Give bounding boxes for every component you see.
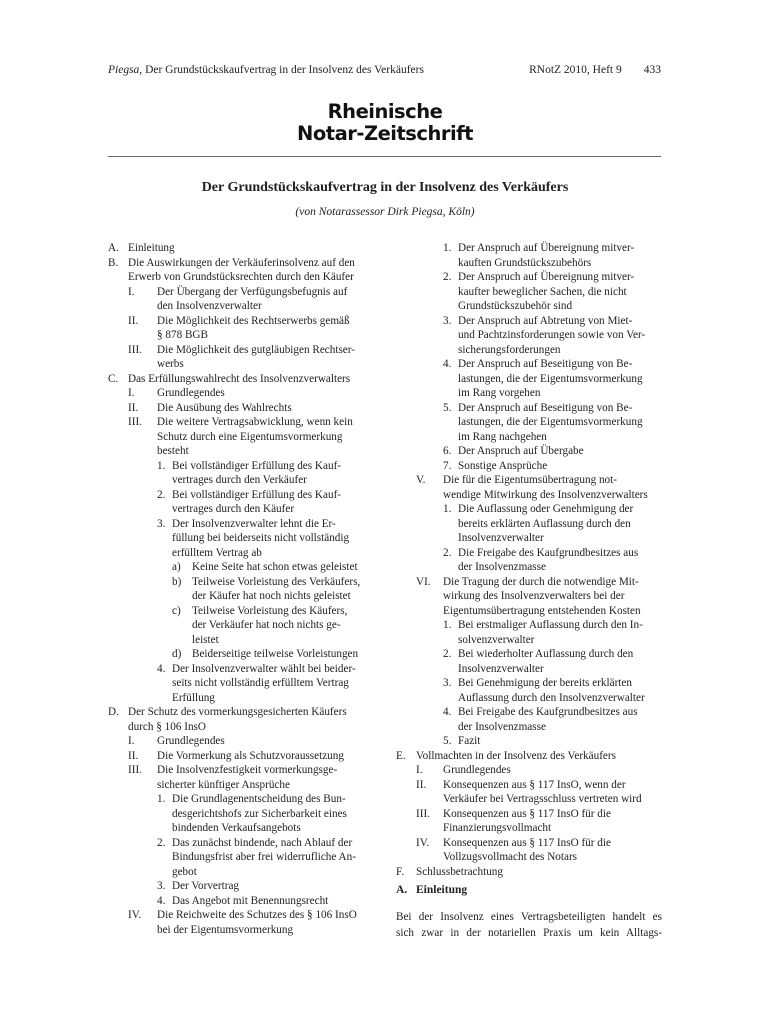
toc-entry [396, 575, 662, 619]
toc-entry-text: Konsequenzen aus § 117 InsO für die Vollzugsvollmacht des Notars [443, 836, 611, 863]
toc-entry-text: Fazit [458, 735, 481, 747]
toc-entry [108, 415, 380, 459]
body-line: sich zwar in der notariellen Praxis um kein Alltags- [396, 926, 662, 939]
toc-entry-label: a) [172, 561, 181, 573]
toc-entry [396, 270, 662, 314]
toc-entry [108, 241, 380, 256]
body-line: Bei der Insolvenz eines Vertragsbeteiligten handelt es [396, 911, 662, 923]
toc-entry-label: F. [396, 865, 405, 878]
toc-entry-text: Der Anspruch auf Beseitigung von Be- lastungen, die der Eigentumsvormerkung im Rang vorgehen [458, 358, 643, 399]
running-header-left [108, 64, 424, 76]
toc-entry-label: IV. [416, 836, 430, 849]
toc-entry-label: 2. [443, 271, 452, 283]
toc-entry-label: II. [128, 314, 139, 327]
header-running-title: Der Grundstückskaufvertrag in der Insolvenz des Verkäufers [145, 64, 424, 76]
section-label: A. [396, 884, 408, 896]
toc-entry-text: Grundlegendes [443, 764, 511, 776]
toc-entry [108, 386, 380, 401]
toc-entry-label: 4. [443, 706, 452, 718]
toc-entry [108, 763, 380, 792]
toc-entry-label: III. [128, 416, 142, 428]
toc-entry-text: Die Auswirkungen der Verkäuferinsolvenz auf den Erwerb von Grundstücksrechten durch den Käufer [128, 256, 355, 283]
toc-entry-label: 7. [443, 459, 452, 472]
toc-entry [396, 705, 662, 734]
toc-entry [396, 357, 662, 401]
toc-entry-label: 5. [443, 401, 452, 414]
toc-entry-text: Teilweise Vorleistung des Verkäufers, der Käufer hat noch nichts geleistet [192, 575, 361, 602]
toc-entry [108, 879, 380, 894]
toc-entry [396, 314, 662, 358]
toc-entry-text: Vollmachten in der Insolvenz des Verkäufers [416, 749, 616, 762]
section-heading-text: Einleitung [416, 884, 468, 896]
toc-entry-text: Konsequenzen aus § 117 InsO, wenn der Verkäufer bei Vertragsschluss vertreten wird [443, 778, 642, 805]
toc-entry-text: Die Grundlagenentscheidung des Bun- desgerichtshofs zur Sicherbarkeit eines bindenden Verkaufsangebots [172, 793, 347, 834]
toc-entry-text: Schlussbetrachtung [416, 865, 503, 878]
toc-entry-label: II. [416, 778, 427, 791]
toc-entry-text: Das zunächst bindende, nach Ablauf der Bindungsfrist aber frei widerrufliche An- gebot [172, 836, 356, 878]
toc-entry-text: Der Übergang der Verfügungsbefugnis auf den Insolvenzverwalter [157, 285, 348, 312]
toc-entry-label: c) [172, 604, 181, 617]
toc-entry [108, 401, 380, 416]
toc-entry-text: Die Vormerkung als Schutzvoraussetzung [157, 749, 344, 762]
toc-entry-label: 1. [443, 619, 452, 631]
toc-entry-label: 2. [157, 836, 166, 849]
toc-entry-label: d) [172, 648, 182, 660]
toc-entry [108, 836, 380, 880]
toc-entry [108, 285, 380, 314]
toc-entry [396, 459, 662, 474]
toc-entry-text: Bei vollständiger Erfüllung des Kauf- vertrages durch den Verkäufer [172, 459, 342, 486]
toc-entry-text: Einleitung [128, 242, 175, 254]
toc-entry-text: Die Auflassung oder Genehmigung der bereits erklärten Auflassung durch den Insolvenzverwalter [458, 503, 634, 544]
toc-entry [396, 546, 662, 575]
toc-entry [396, 778, 662, 807]
toc-entry [108, 560, 380, 575]
toc-entry-text: Die Freigabe des Kaufgrundbesitzes aus der Insolvenzmasse [458, 546, 639, 573]
toc-entry-label: 3. [157, 880, 166, 892]
toc-entry-label: 3. [443, 314, 452, 327]
toc-entry [108, 749, 380, 764]
toc-entry [396, 734, 662, 749]
toc-entry-text: Beiderseitige teilweise Vorleistungen [192, 648, 359, 660]
header-journal: RNotZ 2010, Heft 9 [529, 64, 622, 76]
toc-entry-text: Bei Genehmigung der bereits erklärten Auflassung durch den Insolvenzverwalter [458, 677, 645, 704]
toc-entry-label: B. [108, 256, 119, 269]
toc-entry-label: I. [416, 764, 423, 776]
toc-entry [108, 314, 380, 343]
toc-entry [108, 647, 380, 662]
masthead-logo [0, 101, 770, 145]
toc-entry [108, 575, 380, 604]
toc-entry-text: Die Möglichkeit des Rechtserwerbs gemäß § 878 BGB [157, 314, 350, 341]
toc-entry-text: Konsequenzen aus § 117 InsO für die Finanzierungsvollmacht [443, 807, 611, 834]
toc-entry-text: Grundlegendes [157, 387, 225, 399]
toc-entry-text: Der Anspruch auf Übergabe [458, 445, 584, 457]
toc-entry-label: 3. [443, 677, 452, 689]
toc-entry-text: Der Anspruch auf Beseitigung von Be- lastungen, die der Eigentumsvormerkung im Rang nachgehen [458, 401, 643, 443]
toc-entry-text: Keine Seite hat schon etwas geleistet [192, 561, 358, 573]
toc-entry-label: 2. [443, 546, 452, 559]
toc-entry [108, 894, 380, 909]
toc-entry-label: 1. [157, 793, 166, 805]
toc-entry [396, 618, 662, 647]
toc-entry-text: Der Anspruch auf Abtretung von Miet- und Pachtzinsforderungen sowie von Ver- sicherungsforderungen [458, 314, 646, 356]
toc-entry [396, 444, 662, 459]
toc-entry-label: A. [108, 242, 119, 254]
toc-entry-label: VI. [416, 575, 431, 588]
toc-entry-text: Bei erstmaliger Auflassung durch den In- solvenzverwalter [458, 619, 643, 646]
header-author: Piegsa, [108, 64, 143, 76]
toc-entry [108, 459, 380, 488]
toc-entry-label: III. [128, 764, 142, 776]
toc-entry-label: E. [396, 749, 406, 762]
toc-entry-label: IV. [128, 909, 142, 921]
toc-entry-label: II. [128, 401, 139, 414]
masthead-line1: Rheinische [327, 100, 443, 123]
toc-entry-label: I. [128, 735, 135, 747]
toc-entry-text: Sonstige Ansprüche [458, 459, 548, 472]
toc-entry-label: 3. [157, 517, 166, 530]
toc-entry-label: 1. [157, 459, 166, 472]
toc-entry-text: Die weitere Vertragsabwicklung, wenn kein Schutz durch eine Eigentumsvormerkung besteht [157, 416, 353, 457]
toc-entry-text: Bei Freigabe des Kaufgrundbesitzes aus der Insolvenzmasse [458, 706, 638, 733]
toc-entry-label: I. [128, 387, 135, 399]
toc-entry [108, 734, 380, 749]
toc-entry [108, 372, 380, 387]
toc-entry-label: 1. [443, 503, 452, 515]
toc-entry-label: 4. [157, 894, 166, 907]
toc-entry-text: Der Schutz des vormerkungsgesicherten Käufers durch § 106 InsO [128, 706, 347, 733]
toc-entry [396, 676, 662, 705]
toc-entry [108, 517, 380, 561]
toc-entry [108, 488, 380, 517]
toc-entry [108, 662, 380, 706]
toc-entry-label: C. [108, 372, 119, 385]
toc-entry-label: 6. [443, 445, 452, 457]
toc-entry-text: Die Möglichkeit des gutgläubigen Rechtser- werbs [157, 343, 355, 370]
toc-entry [396, 807, 662, 836]
toc-entry-label: III. [416, 807, 430, 820]
masthead-line2: Notar-Zeitschrift [297, 122, 473, 145]
toc-entry-label: V. [416, 474, 426, 486]
toc-entry-text: Die Tragung der durch die notwendige Mit- wirkung des Insolvenzverwalters bei der Eigentumsübertragung entstehenden Kosten [443, 575, 641, 617]
toc-entry [108, 792, 380, 836]
running-header-right [507, 64, 661, 76]
toc-entry [396, 647, 662, 676]
toc-entry-text: Das Erfüllungswahlrecht des Insolvenzverwalters [128, 372, 351, 385]
toc-entry-label: 2. [157, 488, 166, 501]
toc-left-column [108, 241, 380, 937]
toc-entry-label: III. [128, 343, 142, 356]
section-heading [396, 884, 467, 896]
toc-entry [396, 865, 662, 880]
toc-right-column [396, 241, 662, 879]
masthead-divider [108, 156, 661, 157]
toc-entry-text: Der Insolvenzverwalter lehnt die Er- füllung bei beiderseits nicht vollständig erfülltem Vertrag ab [172, 517, 350, 559]
toc-entry [108, 343, 380, 372]
toc-entry [108, 705, 380, 734]
toc-entry-label: 5. [443, 735, 452, 747]
toc-entry-text: Der Insolvenzverwalter wählt bei beider- seits nicht vollständig erfülltem Vertrag Erfüllung [172, 662, 356, 704]
toc-entry-label: 2. [443, 648, 452, 660]
toc-entry [396, 836, 662, 865]
toc-entry-label: II. [128, 749, 139, 762]
article-title: Der Grundstückskaufvertrag in der Insolvenz des Verkäufers [201, 180, 569, 195]
toc-entry-text: Der Anspruch auf Übereignung mitver- kaufter beweglicher Sachen, die nicht Grundstückszubehör sind [458, 271, 635, 312]
toc-entry-label: I. [128, 285, 135, 298]
toc-entry [396, 502, 662, 546]
toc-entry-text: Teilweise Vorleistung des Käufers, der Verkäufer hat noch nichts ge- leistet [192, 604, 348, 646]
body-paragraph [396, 910, 662, 941]
toc-entry [396, 749, 662, 764]
toc-entry-text: Die Insolvenzfestigkeit vormerkungsge- sicherter künftiger Ansprüche [157, 764, 338, 791]
toc-entry-text: Die Ausübung des Wahlrechts [157, 401, 292, 414]
article-byline: (von Notarassessor Dirk Piegsa, Köln) [295, 206, 475, 218]
toc-entry-text: Bei vollständiger Erfüllung des Kauf- vertrages durch den Käufer [172, 488, 342, 515]
toc-entry [396, 241, 662, 270]
toc-entry-text: Das Angebot mit Benennungsrecht [172, 894, 329, 907]
toc-entry-text: Die für die Eigentumsübertragung not- wendige Mitwirkung des Insolvenzverwalters [443, 474, 648, 501]
toc-entry-text: Bei wiederholter Auflassung durch den Insolvenzverwalter [458, 648, 634, 675]
header-page-number: 433 [643, 64, 661, 76]
toc-entry-label: 4. [443, 358, 452, 370]
toc-entry-text: Der Vorvertrag [172, 880, 239, 892]
toc-entry [108, 908, 380, 937]
toc-entry-label: 4. [157, 662, 166, 675]
toc-entry [108, 604, 380, 648]
toc-entry-label: D. [108, 706, 119, 718]
toc-entry [396, 473, 662, 502]
toc-entry [396, 401, 662, 445]
toc-entry-label: b) [172, 575, 182, 588]
toc-entry-text: Grundlegendes [157, 735, 225, 747]
toc-entry [396, 763, 662, 778]
toc-entry-text: Der Anspruch auf Übereignung mitver- kauften Grundstückszubehörs [458, 242, 635, 269]
toc-entry [108, 256, 380, 285]
toc-entry-label: 1. [443, 242, 452, 254]
toc-entry-text: Die Reichweite des Schutzes des § 106 InsO bei der Eigentumsvormerkung [157, 909, 357, 936]
